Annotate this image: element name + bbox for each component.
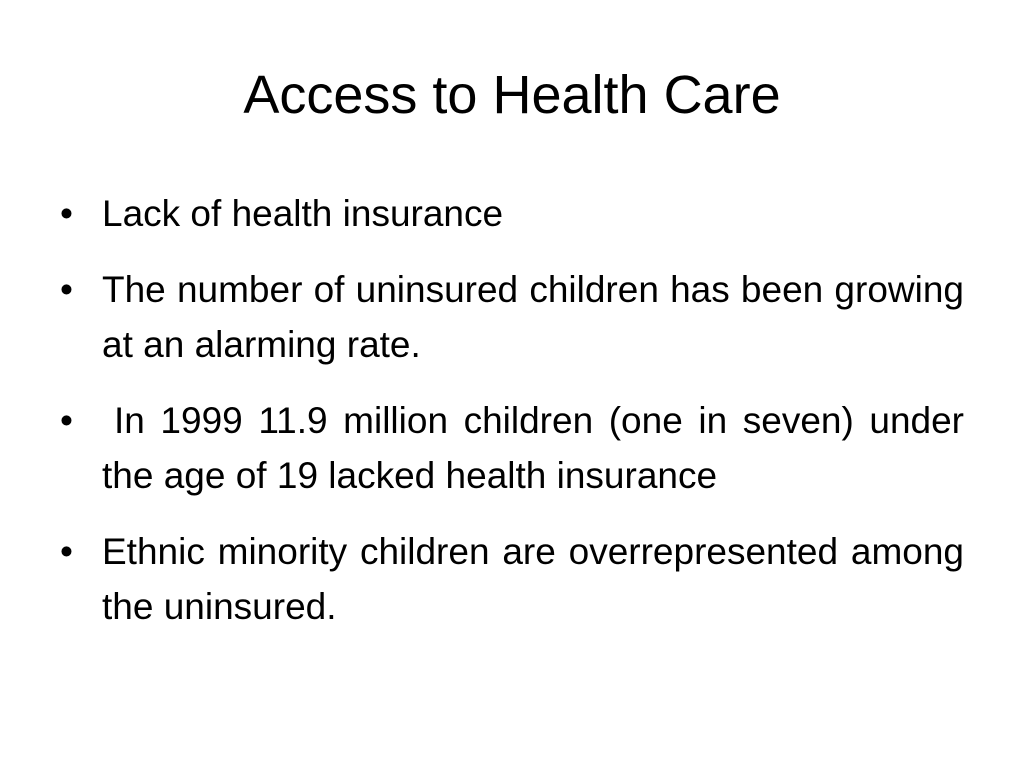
bullet-text: In 1999 11.9 million children (one in seven) under the age of 19 lacked health insurance <box>102 400 964 496</box>
bullet-icon: • <box>60 531 73 572</box>
bullet-text: The number of uninsured children has been growing at an alarming rate. <box>102 269 964 365</box>
bullet-list <box>60 186 964 655</box>
slide-title: Access to Health Care <box>243 65 781 125</box>
bullet-text: Ethnic minority children are overrepresented among the uninsured. <box>102 531 964 627</box>
bullet-icon: • <box>60 400 73 441</box>
bullet-item <box>60 393 964 503</box>
bullet-item <box>60 262 964 372</box>
bullet-item <box>60 186 964 241</box>
bullet-icon: • <box>60 269 73 310</box>
bullet-icon: • <box>60 193 73 234</box>
bullet-text: Lack of health insurance <box>102 193 504 234</box>
bullet-item <box>60 524 964 634</box>
